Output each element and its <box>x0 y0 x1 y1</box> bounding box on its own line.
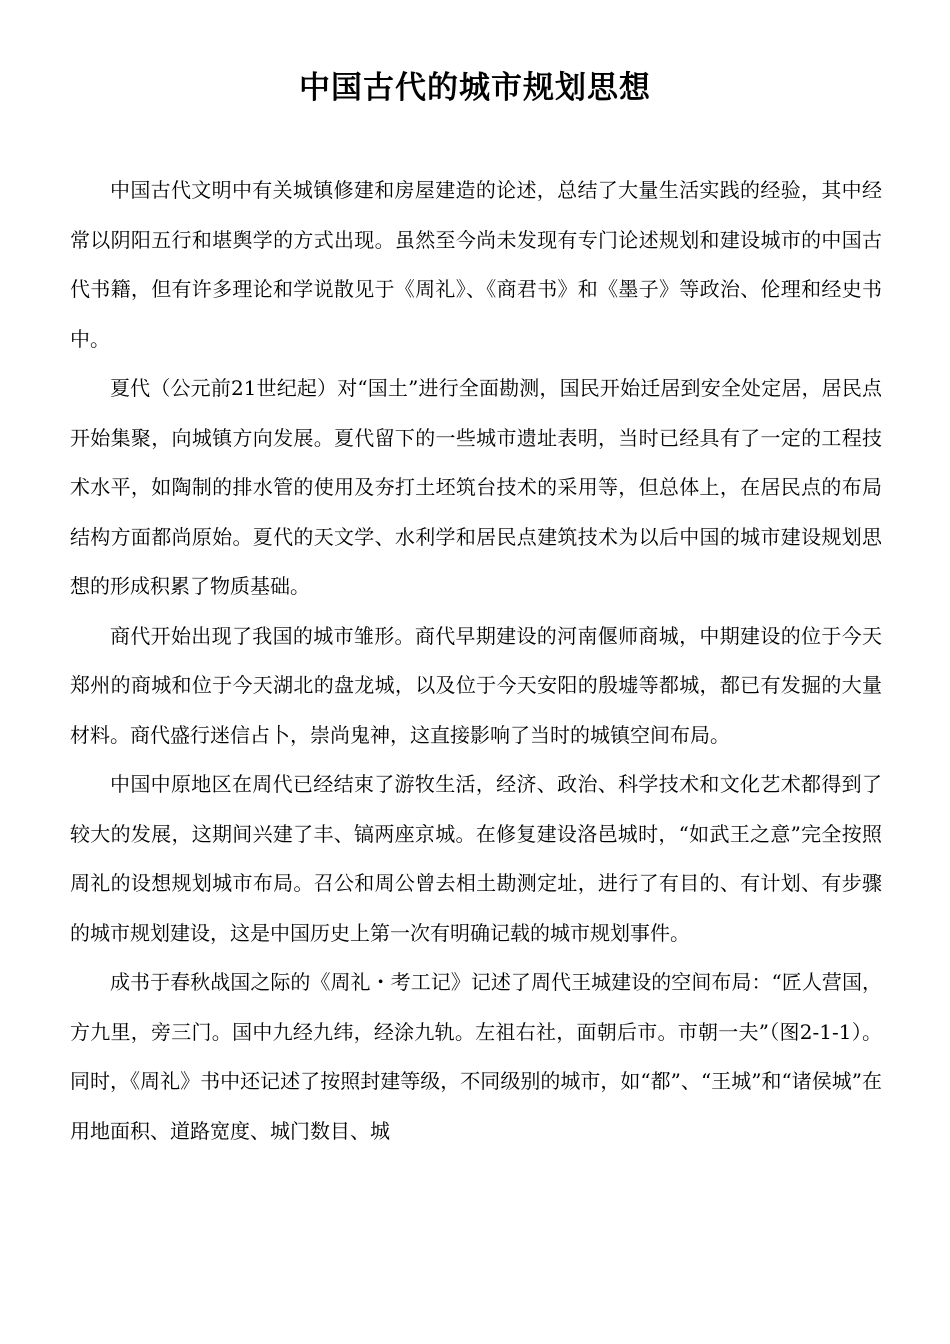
document-body <box>70 166 882 1156</box>
paragraph-1: 中国古代文明中有关城镇修建和房屋建造的论述，总结了大量生活实践的经验，其中经常以阴阳五行和堪舆学的方式出现。虽然至今尚未发现有专门论述规划和建设城市的中国古代书籍，但有许多理论和学说散见于《周礼》、《商君书》和《墨子》等政治、伦理和经史书中。 <box>70 178 882 351</box>
paragraph-5: 成书于春秋战国之际的《周礼・考工记》记述了周代王城建设的空间布局：“匠人营国，方九里，旁三门。国中九经九纬，经涂九轨。左祖右社，面朝后市。市朝一夫”（图2-1-1）。同时，《周礼》书中还记述了按照封建等级，不同级别的城市，如“都”、“王城”和“诸侯城”在用地面积、道路宽度、城门数目、城 <box>70 970 882 1143</box>
paragraph-2: 夏代（公元前21世纪起）对“国土”进行全面勘测，国民开始迁居到安全处定居，居民点开始集聚，向城镇方向发展。夏代留下的一些城市遗址表明，当时已经具有了一定的工程技术水平，如陶制的排水管的使用及夯打土坯筑台技术的采用等，但总体上，在居民点的布局结构方面都尚原始。夏代的天文学、水利学和居民点建筑技术为以后中国的城市建设规划思想的形成积累了物质基础。 <box>70 376 882 598</box>
paragraph-3: 商代开始出现了我国的城市雏形。商代早期建设的河南偃师商城，中期建设的位于今天郑州的商城和位于今天湖北的盘龙城，以及位于今天安阳的殷墟等都城，都已有发掘的大量材料。商代盛行迷信占卜，崇尚鬼神，这直接影响了当时的城镇空间布局。 <box>70 623 882 747</box>
paragraph-4: 中国中原地区在周代已经结束了游牧生活，经济、政治、科学技术和文化艺术都得到了较大的发展，这期间兴建了丰、镐两座京城。在修复建设洛邑城时，“如武王之意”完全按照周礼的设想规划城市布局。召公和周公曾去相土勘测定址，进行了有目的、有计划、有步骤的城市规划建设，这是中国历史上第一次有明确记载的城市规划事件。 <box>70 772 882 945</box>
document-title: 中国古代的城市规划思想 <box>299 70 651 106</box>
